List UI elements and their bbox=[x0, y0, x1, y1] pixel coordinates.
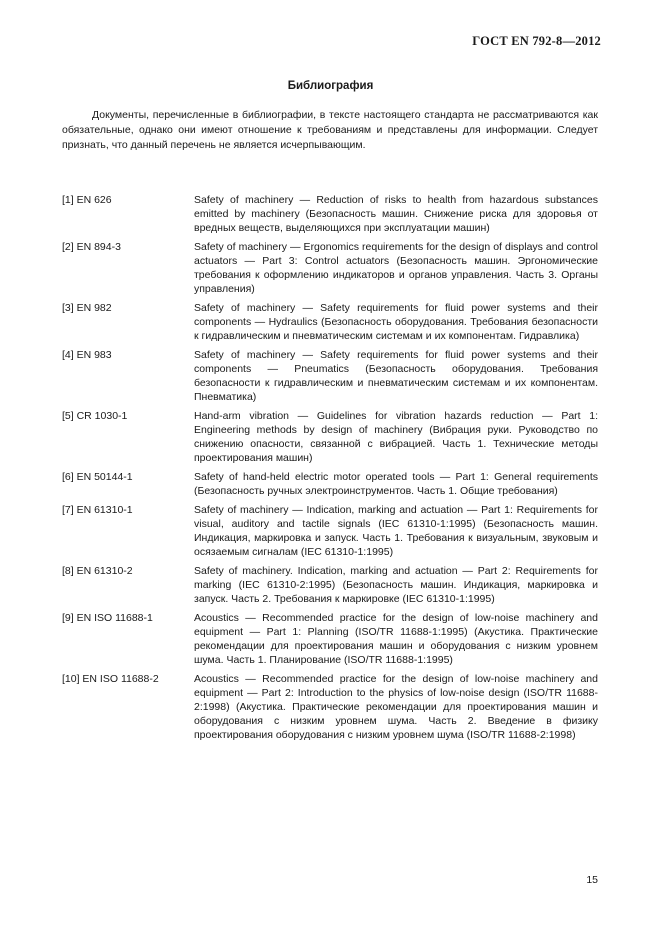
reference-description: Acoustics — Recommended practice for the design of low-noise machinery and equipment — Part 1: Planning (ISO/TR 11688-1:1995) (Акустика. Практические рекомендации для проектирования машин и оборудования с низким уровнем шума. Часть 1. Планирование (ISO/TR 11688-1:1995) bbox=[194, 612, 598, 666]
reference-id: [8] EN 61310-2 bbox=[62, 565, 133, 577]
intro-paragraph: Документы, перечисленные в библиографии, в тексте настоящего стандарта не рассматриваются как обязательные, однако они имеют отношение к требованиям и представлены для информации. Следует признать, что данный перечень не является исчерпывающим. bbox=[62, 109, 598, 151]
reference-id: [4] EN 983 bbox=[62, 349, 112, 361]
reference-description: Safety of machinery — Ergonomics requirements for the design of displays and control actuators — Part 3: Control actuators (Безопасность машин. Эргономические требования к оформлению индикаторов и органов управления. Часть 3. Органы управления) bbox=[194, 241, 598, 295]
bibliography-entry bbox=[62, 240, 598, 296]
bibliography-entry bbox=[62, 470, 598, 498]
reference-description: Safety of machinery — Reduction of risks to health from hazardous substances emitted by machinery (Безопасность машин. Снижение риска для здоровья от вредных веществ, выделяющихся при эксплуатации машин) bbox=[194, 194, 598, 234]
reference-description: Safety of machinery — Indication, marking and actuation — Part 1: Requirements for visual, auditory and tactile signals (IEC 61310-1:1995) (Безопасность машин. Индикация, маркировка и запуск. Часть 1. Требования к визуальным, звуковым и осязаемым сигналам (IEC 61310-1:1995) bbox=[194, 504, 598, 558]
standard-code: ГОСТ EN 792-8—2012 bbox=[472, 34, 601, 48]
reference-description: Safety of machinery. Indication, marking and actuation — Part 2: Requirements for marking (IEC 61310-2:1995) (Безопасность машин. Индикация, маркировка и запуск. Часть 2. Требования к маркировке (IEC 61310-1:1995) bbox=[194, 565, 598, 605]
reference-id: [9] EN ISO 11688-1 bbox=[62, 612, 153, 624]
reference-id: [7] EN 61310-1 bbox=[62, 504, 133, 516]
reference-description: Safety of machinery — Safety requirements for fluid power systems and their components — Hydraulics (Безопасность оборудования. Требования безопасности к гидравлическим и пневматическим системам и их компонентам. Гидравлика) bbox=[194, 302, 598, 342]
bibliography-entry bbox=[62, 672, 598, 742]
bibliography-entry bbox=[62, 409, 598, 465]
reference-id: [1] EN 626 bbox=[62, 194, 112, 206]
reference-id: [2] EN 894-3 bbox=[62, 241, 121, 253]
reference-id: [3] EN 982 bbox=[62, 302, 112, 314]
bibliography-entry bbox=[62, 301, 598, 343]
reference-id: [5] CR 1030-1 bbox=[62, 410, 128, 422]
reference-id: [6] EN 50144-1 bbox=[62, 471, 133, 483]
reference-description: Acoustics — Recommended practice for the design of low-noise machinery and equipment — Part 2: Introduction to the physics of low-noise design (ISO/TR 11688-2:1998) (Акустика. Практические рекомендации для проектирования машин и оборудования с низким уровнем шума. Часть 2. Введение в физику проектирования оборудования с низким уровнем шума (ISO/TR 11688-2:1998) bbox=[194, 673, 598, 741]
bibliography-entry bbox=[62, 564, 598, 606]
reference-description: Safety of hand-held electric motor operated tools — Part 1: General requirements (Безопасность ручных электроинструментов. Часть 1. Общие требования) bbox=[194, 471, 598, 497]
reference-id: [10] EN ISO 11688-2 bbox=[62, 673, 159, 685]
reference-description: Hand-arm vibration — Guidelines for vibration hazards reduction — Part 1: Engineering methods by design of machinery (Вибрация руки. Руководство по снижению опасности, связанной с вибрацией. Часть 1. Технические методы проектирования машин) bbox=[194, 410, 598, 464]
reference-description: Safety of machinery — Safety requirements for fluid power systems and their components — Pneumatics (Безопасность оборудования. Требования безопасности к гидравлическим и пневматическим системам и их компонентам. Пневматика) bbox=[194, 349, 598, 403]
page-title: Библиография bbox=[287, 80, 374, 92]
bibliography-list bbox=[62, 193, 598, 742]
bibliography-entry bbox=[62, 611, 598, 667]
bibliography-entry bbox=[62, 348, 598, 404]
bibliography-entry bbox=[62, 193, 598, 235]
bibliography-entry bbox=[62, 503, 598, 559]
page-number: 15 bbox=[586, 874, 598, 886]
